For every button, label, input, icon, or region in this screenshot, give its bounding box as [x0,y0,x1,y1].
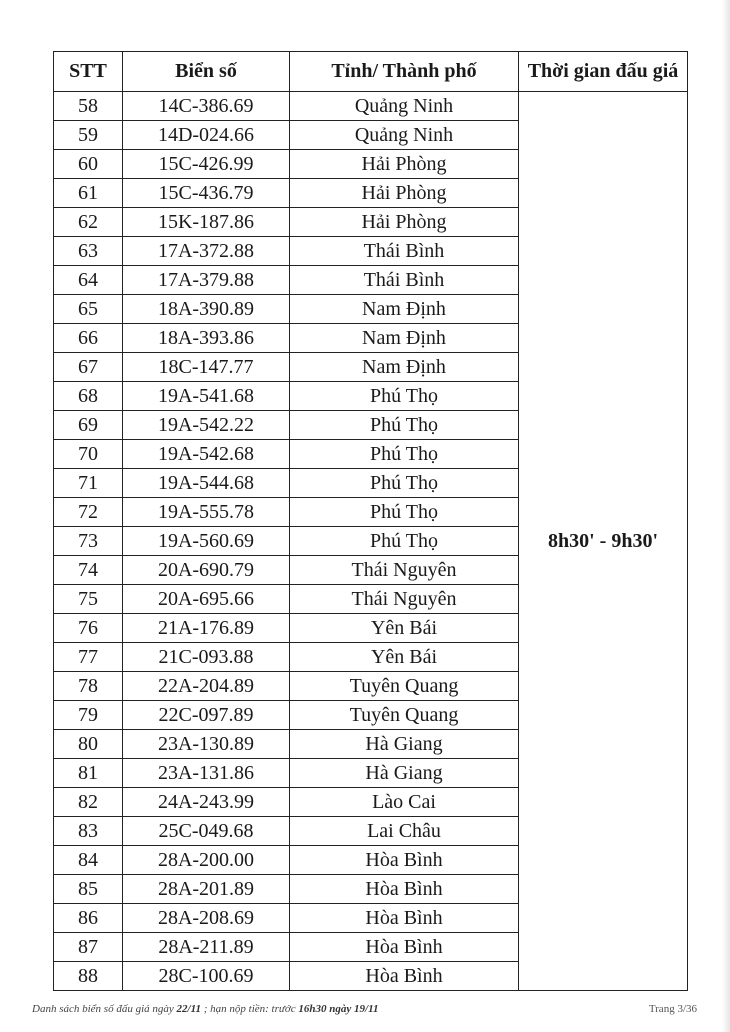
cell-plate-number: 28A-208.69 [123,904,290,933]
cell-plate-number: 15C-426.99 [123,150,290,179]
cell-plate-number: 24A-243.99 [123,788,290,817]
cell-plate-number: 22A-204.89 [123,672,290,701]
cell-plate-number: 14D-024.66 [123,121,290,150]
header-stt: STT [54,52,123,92]
cell-stt: 60 [54,150,123,179]
cell-plate-number: 18A-393.86 [123,324,290,353]
cell-province: Tuyên Quang [290,672,519,701]
cell-province: Tuyên Quang [290,701,519,730]
header-province: Tỉnh/ Thành phố [290,52,519,92]
cell-stt: 66 [54,324,123,353]
cell-stt: 63 [54,237,123,266]
cell-province: Thái Nguyên [290,556,519,585]
cell-province: Thái Bình [290,237,519,266]
cell-plate-number: 28A-200.00 [123,846,290,875]
cell-stt: 80 [54,730,123,759]
cell-plate-number: 15K-187.86 [123,208,290,237]
cell-stt: 78 [54,672,123,701]
footer-deadline-time: 16h30 [298,1003,327,1015]
cell-stt: 81 [54,759,123,788]
header-plate-number: Biển số [123,52,290,92]
cell-plate-number: 22C-097.89 [123,701,290,730]
cell-plate-number: 28A-211.89 [123,933,290,962]
cell-province: Nam Định [290,295,519,324]
cell-province: Yên Bái [290,614,519,643]
cell-stt: 79 [54,701,123,730]
cell-plate-number: 18C-147.77 [123,353,290,382]
cell-plate-number: 20A-695.66 [123,585,290,614]
cell-province: Quảng Ninh [290,121,519,150]
cell-plate-number: 17A-379.88 [123,266,290,295]
cell-plate-number: 19A-544.68 [123,469,290,498]
cell-province: Hòa Bình [290,904,519,933]
cell-province: Hải Phòng [290,208,519,237]
cell-plate-number: 19A-560.69 [123,527,290,556]
cell-province: Phú Thọ [290,498,519,527]
cell-stt: 73 [54,527,123,556]
cell-province: Phú Thọ [290,469,519,498]
cell-province: Phú Thọ [290,440,519,469]
cell-province: Lào Cai [290,788,519,817]
cell-auction-time: 8h30' - 9h30' [519,92,688,991]
cell-stt: 88 [54,962,123,991]
table-header-row [54,52,688,92]
cell-stt: 83 [54,817,123,846]
cell-province: Hòa Bình [290,962,519,991]
cell-province: Hải Phòng [290,150,519,179]
cell-plate-number: 15C-436.79 [123,179,290,208]
cell-stt: 84 [54,846,123,875]
cell-province: Phú Thọ [290,382,519,411]
cell-stt: 58 [54,92,123,121]
cell-province: Lai Châu [290,817,519,846]
cell-province: Phú Thọ [290,527,519,556]
cell-province: Hà Giang [290,759,519,788]
cell-province: Thái Bình [290,266,519,295]
cell-plate-number: 20A-690.79 [123,556,290,585]
cell-province: Hà Giang [290,730,519,759]
cell-plate-number: 14C-386.69 [123,92,290,121]
cell-plate-number: 28A-201.89 [123,875,290,904]
cell-stt: 65 [54,295,123,324]
header-auction-time: Thời gian đấu giá [519,52,688,92]
cell-province: Hòa Bình [290,933,519,962]
cell-stt: 62 [54,208,123,237]
cell-province: Hòa Bình [290,875,519,904]
page-number: Trang 3/36 [648,1003,697,1015]
footer-deadline-text: ; hạn nộp tiền: trước [203,1003,296,1015]
cell-stt: 69 [54,411,123,440]
cell-plate-number: 25C-049.68 [123,817,290,846]
cell-plate-number: 19A-542.22 [123,411,290,440]
cell-stt: 85 [54,875,123,904]
footer-day-word: ngày [329,1003,352,1015]
cell-stt: 70 [54,440,123,469]
cell-province: Yên Bái [290,643,519,672]
cell-province: Quảng Ninh [290,92,519,121]
cell-stt: 77 [54,643,123,672]
footer-deadline-date: 19/11 [354,1003,379,1015]
cell-stt: 76 [54,614,123,643]
cell-province: Phú Thọ [290,411,519,440]
cell-stt: 64 [54,266,123,295]
cell-plate-number: 19A-542.68 [123,440,290,469]
cell-plate-number: 18A-390.89 [123,295,290,324]
cell-plate-number: 23A-130.89 [123,730,290,759]
cell-stt: 87 [54,933,123,962]
table-body [54,92,688,991]
footer-text: Danh sách biển số đấu giá ngày [32,1003,174,1015]
cell-province: Thái Nguyên [290,585,519,614]
auction-plate-table [53,51,688,991]
cell-province: Nam Định [290,353,519,382]
cell-plate-number: 28C-100.69 [123,962,290,991]
cell-province: Hòa Bình [290,846,519,875]
table-row [54,92,688,121]
cell-plate-number: 21C-093.88 [123,643,290,672]
cell-stt: 61 [54,179,123,208]
cell-stt: 68 [54,382,123,411]
cell-plate-number: 17A-372.88 [123,237,290,266]
page-edge [722,0,730,1032]
cell-province: Hải Phòng [290,179,519,208]
cell-stt: 86 [54,904,123,933]
cell-plate-number: 19A-541.68 [123,382,290,411]
cell-stt: 59 [54,121,123,150]
cell-plate-number: 21A-176.89 [123,614,290,643]
cell-plate-number: 19A-555.78 [123,498,290,527]
cell-stt: 71 [54,469,123,498]
footer-note [32,1003,378,1015]
cell-province: Nam Định [290,324,519,353]
cell-stt: 72 [54,498,123,527]
cell-stt: 82 [54,788,123,817]
cell-plate-number: 23A-131.86 [123,759,290,788]
cell-stt: 74 [54,556,123,585]
footer-auction-date: 22/11 [176,1003,201,1015]
cell-stt: 75 [54,585,123,614]
cell-stt: 67 [54,353,123,382]
